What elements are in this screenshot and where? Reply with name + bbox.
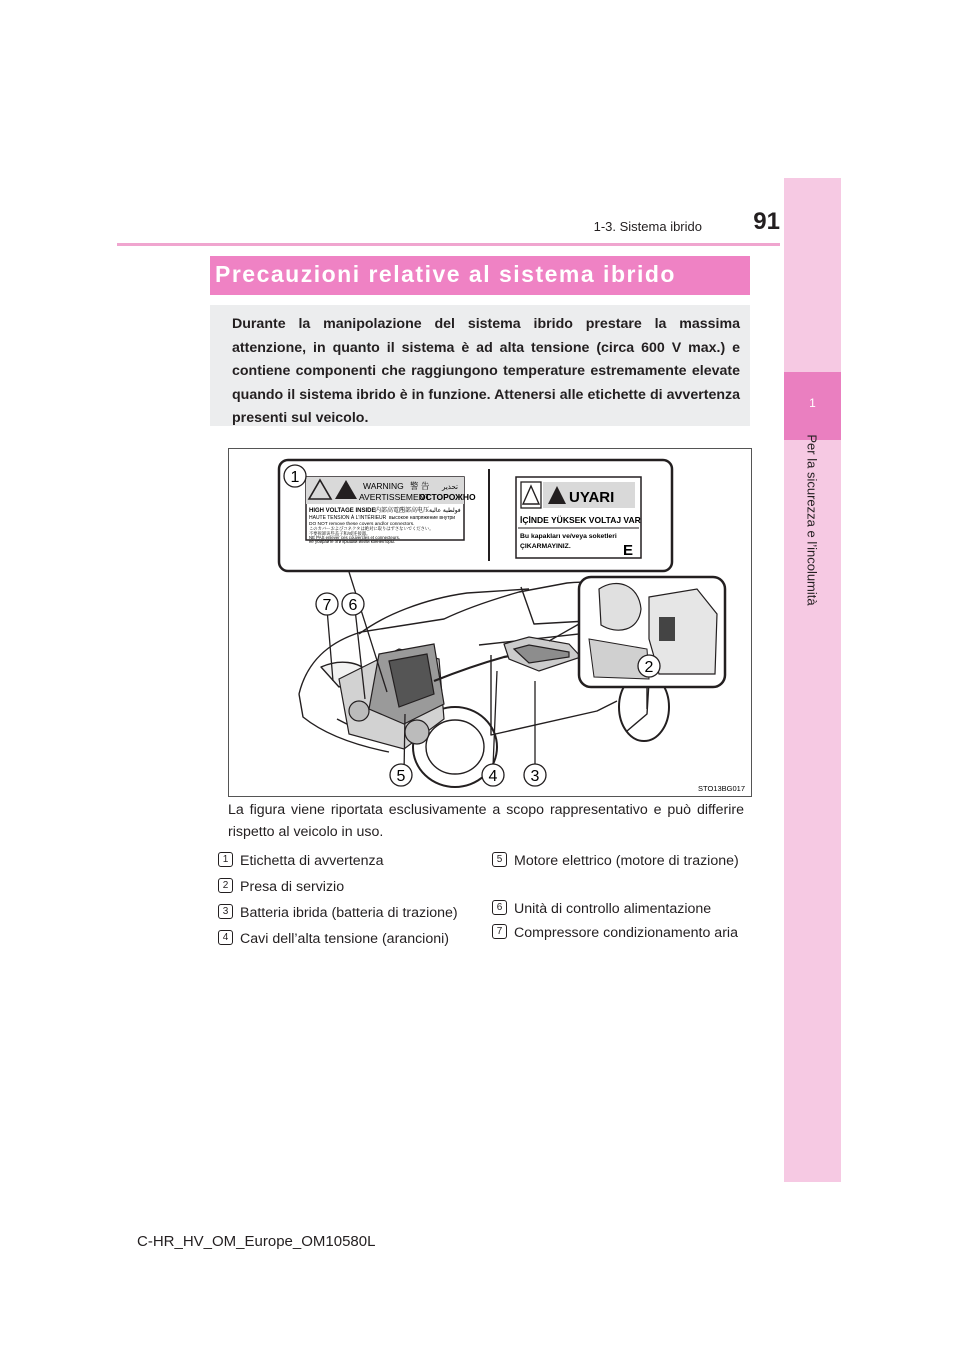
- legend-number: 4: [218, 930, 233, 945]
- legend-text: Motore elettrico (motore di trazione): [514, 853, 739, 869]
- callout-2: 2: [644, 659, 654, 676]
- legend-text: Compressore condizionamento aria: [514, 925, 738, 941]
- warning-label-multilang: [306, 477, 476, 544]
- legend-number: 2: [218, 878, 233, 893]
- intro-text: Durante la manipolazione del sistema ibrido prestare la massima attenzione, in quanto il sistema è ad alta tensione (circa 600 V max.) e contiene componenti che raggiungono temperature estremamente elevate quando il sistema ibrido è in funzione. Attenersi alle etichette di avvertenza presenti sul veicolo.: [232, 316, 740, 427]
- legend-text: Etichetta di avvertenza: [240, 853, 384, 869]
- callout-7: 7: [322, 597, 332, 614]
- label-hv-cjk: 内部高電圧: [375, 508, 406, 514]
- engine-bay-drawing: [339, 644, 444, 749]
- label-cn-text: 不要拆卸该些盖子和/或连接器。: [309, 531, 371, 536]
- legend-number: 7: [492, 924, 507, 939]
- label-jp-text: このカバーおよびコネクタは絶対に取りはずさないでください。: [309, 526, 434, 531]
- figure-caption: La figura viene riportata esclusivamente a scopo rappresentativo e può differire rispetto al veicolo in uso.: [228, 802, 744, 840]
- chapter-number: 1: [809, 396, 816, 410]
- label-ht-ru: высокое напряжение внутри: [389, 515, 456, 521]
- callout-4: 4: [488, 768, 498, 785]
- label-avertissement-text: AVERTISSEMENT: [359, 492, 431, 502]
- legend-number: 5: [492, 852, 507, 867]
- callout-6: 6: [348, 597, 358, 614]
- label-ru-text: не убирайте эти крышки и/или коннекторы.: [309, 539, 396, 544]
- section-title: 1-3. Sistema ibrido: [593, 219, 702, 234]
- legend-text: Unità di controllo alimentazione: [514, 901, 712, 917]
- page-heading: Precauzioni relative al sistema ibrido: [215, 261, 676, 287]
- legend-text: Presa di servizio: [240, 879, 345, 895]
- callout-5: 5: [396, 768, 406, 785]
- turkish-warning-label: [516, 477, 641, 559]
- label-warning-cjk: 警 告: [410, 481, 430, 491]
- legend-text: Batteria ibrida (batteria di trazione): [240, 905, 458, 921]
- header-divider: [117, 243, 780, 246]
- legend-number: 6: [492, 900, 507, 915]
- label-warning-text: WARNING: [363, 481, 404, 491]
- legend-number: 1: [218, 852, 233, 867]
- label-tr-line1: İÇİNDE YÜKSEK VOLTAJ VAR: [520, 515, 641, 525]
- label-ru-warning: ОСТОРОЖНО: [419, 492, 476, 502]
- legend-number: 3: [218, 904, 233, 919]
- label-tr-line2: Bu kapakları ve/veya soketleri: [520, 533, 617, 540]
- label-do-not-text: DO NOT remove these covers and/or connectors.: [309, 522, 415, 527]
- label-ht-line: HAUTE TENSION À L'INTÉRIEUR: [309, 515, 387, 521]
- callout-3: 3: [530, 768, 540, 785]
- figure-code: STO13BG017: [698, 784, 745, 793]
- chapter-side-tab: [784, 178, 841, 1182]
- chapter-label: Per la sicurezza e l’incolumità: [804, 434, 820, 606]
- callout-1: 1: [290, 469, 300, 486]
- hybrid-battery-drawing: [504, 637, 581, 671]
- label-hv-line: HIGH VOLTAGE INSIDE: [309, 508, 376, 514]
- label-hv-cjk2: 内部高电压: [399, 508, 430, 514]
- label-tr-letter: E: [623, 542, 634, 559]
- legend-text: Cavi dell’alta tensione (arancioni): [240, 931, 449, 947]
- label-hv-ar: فولطية عالية: [429, 508, 461, 514]
- label-tr-line3: ÇIKARMAYINIZ.: [520, 543, 571, 550]
- label-uyari-text: UYARI: [569, 489, 615, 506]
- page-number: 91: [753, 208, 780, 235]
- label-warning-ar: تحذير: [442, 484, 458, 491]
- label-ne-pas-text: NE PAS enlever ces couvercles et connecteurs.: [309, 535, 400, 540]
- hybrid-system-illustration: [228, 448, 752, 797]
- document-footer: C-HR_HV_OM_Europe_OM10580L: [137, 1233, 376, 1250]
